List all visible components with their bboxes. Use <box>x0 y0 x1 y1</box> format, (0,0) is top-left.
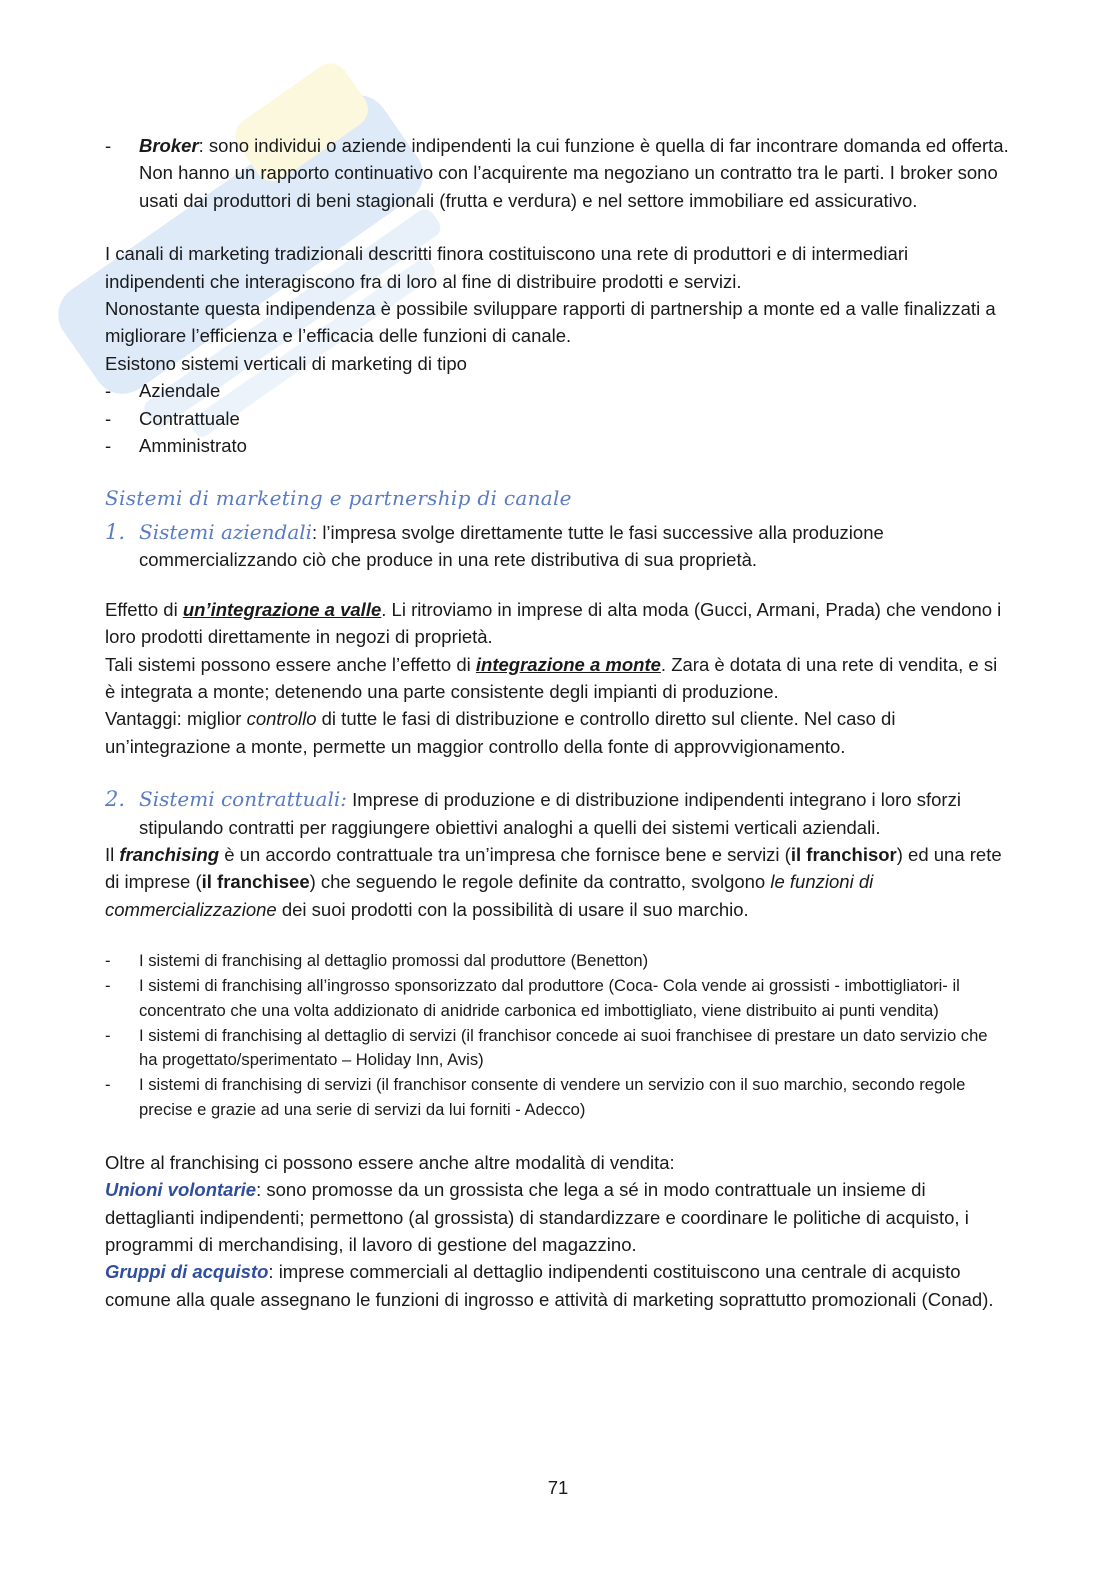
list-item: - I sistemi di franchising al dettaglio di servizi (il franchisor concede ai suoi franchisee di prestare un dato servizio che ha progettato/sperimentato – Holiday Inn, Avis) <box>105 1024 1010 1074</box>
text-run: di tutte le fasi di distribuzione e controllo diretto sul cliente. Nel caso di un’integrazione a monte, permette un maggior controllo della fonte di approvvigionamento. <box>105 708 896 757</box>
broker-term: Broker <box>139 135 199 156</box>
text-run: Il <box>105 843 120 865</box>
unioni-term: Unioni volontarie <box>105 1179 257 1201</box>
franchising-paragraph <box>105 841 1010 923</box>
integrazione-monte-term: integrazione a monte <box>475 653 661 675</box>
page-number: 71 <box>547 1477 569 1498</box>
intro-paragraph-2: Nonostante questa indipendenza è possibile sviluppare rapporti di partnership a monte ed a valle finalizzati a migliorare l’efficienza e l’efficacia delle funzioni di canale. <box>105 298 996 347</box>
text-run: : sono promosse da un grossista che lega a sé in modo contrattuale un insieme di dettaglianti indipendenti; permettono (al grossista) di standardizzare e coordinare le politiche di acquisto, i programmi di merchandising, il lavoro di gestione del magazzino. <box>105 1179 969 1255</box>
aziendali-paragraph-3 <box>105 705 1010 760</box>
list-item: - I sistemi di franchising al dettaglio promossi dal produttore (Benetton) <box>105 949 1010 974</box>
intro-paragraph-1: I canali di marketing tradizionali descritti finora costituiscono una rete di produttori e di intermediari indipendenti che interagiscono fra di loro al fine di distribuire prodotti e servizi. <box>105 243 909 292</box>
system-types-list <box>105 377 1010 459</box>
other-modalities-intro: Oltre al franchising ci possono essere anche altre modalità di vendita: <box>105 1151 675 1173</box>
franchisor-term: il franchisor <box>790 843 897 865</box>
text-run: ) ed una rete di imprese ( <box>105 843 1002 893</box>
text-run: . Zara è dotata di una rete di vendita, e si è integrata a monte; detenendo una parte consistente degli impianti di produzione. <box>105 653 998 702</box>
gruppi-paragraph <box>105 1258 1010 1313</box>
contrattuali-number: 2. <box>105 787 126 812</box>
list-item: - I sistemi di franchising all’ingrosso sponsorizzato dal produttore (Coca- Cola vende ai grossisti - imbottigliatori- il concentrato che una volta addizionato di anidride carbonica ed imbottigliato, viene distribuito ai punti vendita) <box>105 974 1010 1024</box>
aziendali-title: Sistemi aziendali <box>139 519 313 544</box>
aziendali-text: : l’impresa svolge direttamente tutte le fasi successive alla produzione commercializzando ciò che produce in una rete distributiva di sua proprietà. <box>139 521 884 571</box>
franchisee-term: il franchisee <box>201 871 310 893</box>
text-run: ) che seguendo le regole definite da contratto, svolgono <box>309 871 771 893</box>
text-run: Effetto di <box>105 598 183 620</box>
aziendali-number: 1. <box>105 519 126 544</box>
controllo-term: controllo <box>246 708 317 730</box>
aziendali-heading <box>105 519 1010 574</box>
text-run: è un accordo contrattuale tra un’impresa che fornisce bene e servizi ( <box>219 843 791 865</box>
text-run: Vantaggi: miglior <box>105 708 247 730</box>
section-heading: Sistemi di marketing e partnership di canale <box>105 486 572 511</box>
broker-item <box>105 132 1010 214</box>
broker-text: : sono individui o aziende indipendenti la cui funzione è quella di far incontrare domanda ed offerta. Non hanno un rapporto continuativo con l’acquirente ma negoziano un contratto tra le parti. I broker sono usati dai produttori di beni stagionali (frutta e verdura) e nel settore immobiliare ed assicurativo. <box>139 135 1009 211</box>
text-run: dei suoi prodotti con la possibilità di usare il suo marchio. <box>276 898 749 920</box>
integrazione-valle-term: un’integrazione a valle <box>182 598 382 620</box>
gruppi-term: Gruppi di acquisto <box>105 1261 269 1283</box>
aziendali-paragraph-1 <box>105 596 1010 651</box>
list-item: - Amministrato <box>105 432 1010 459</box>
list-item: - Contrattuale <box>105 405 1010 432</box>
list-item: - I sistemi di franchising di servizi (il franchisor consente di vendere un servizio con il suo marchio, secondo regole precise e grazie ad una serie di servizi da lui forniti - Adecco) <box>105 1073 1010 1123</box>
contrattuali-heading <box>105 786 1010 841</box>
intro-paragraph-3: Esistono sistemi verticali di marketing di tipo <box>105 352 467 374</box>
contrattuali-text: Imprese di produzione e di distribuzione indipendenti integrano i loro sforzi stipulando contratti per raggiungere obiettivi analoghi a quelli dei sistemi verticali aziendali. <box>139 789 961 838</box>
funzioni-term: le funzioni di commercializzazione <box>105 871 874 920</box>
aziendali-paragraph-2 <box>105 651 1010 706</box>
franchising-types-list <box>105 949 1010 1123</box>
text-run: . Li ritroviamo in imprese di alta moda (Gucci, Armani, Prada) che vendono i loro prodotti direttamente in negozi di proprietà. <box>105 598 1002 648</box>
page-content <box>105 132 1010 1313</box>
contrattuali-title: Sistemi contrattuali: <box>139 787 348 812</box>
text-run: : imprese commerciali al dettaglio indipendenti costituiscono una centrale di acquisto comune alla quale assegnano le funzioni di ingrosso e attività di marketing soprattutto promozionali (Conad). <box>105 1261 994 1310</box>
unioni-paragraph <box>105 1176 1010 1258</box>
franchising-term: franchising <box>119 843 220 865</box>
list-item: - Aziendale <box>105 377 1010 404</box>
text-run: Tali sistemi possono essere anche l’effetto di <box>105 653 476 675</box>
